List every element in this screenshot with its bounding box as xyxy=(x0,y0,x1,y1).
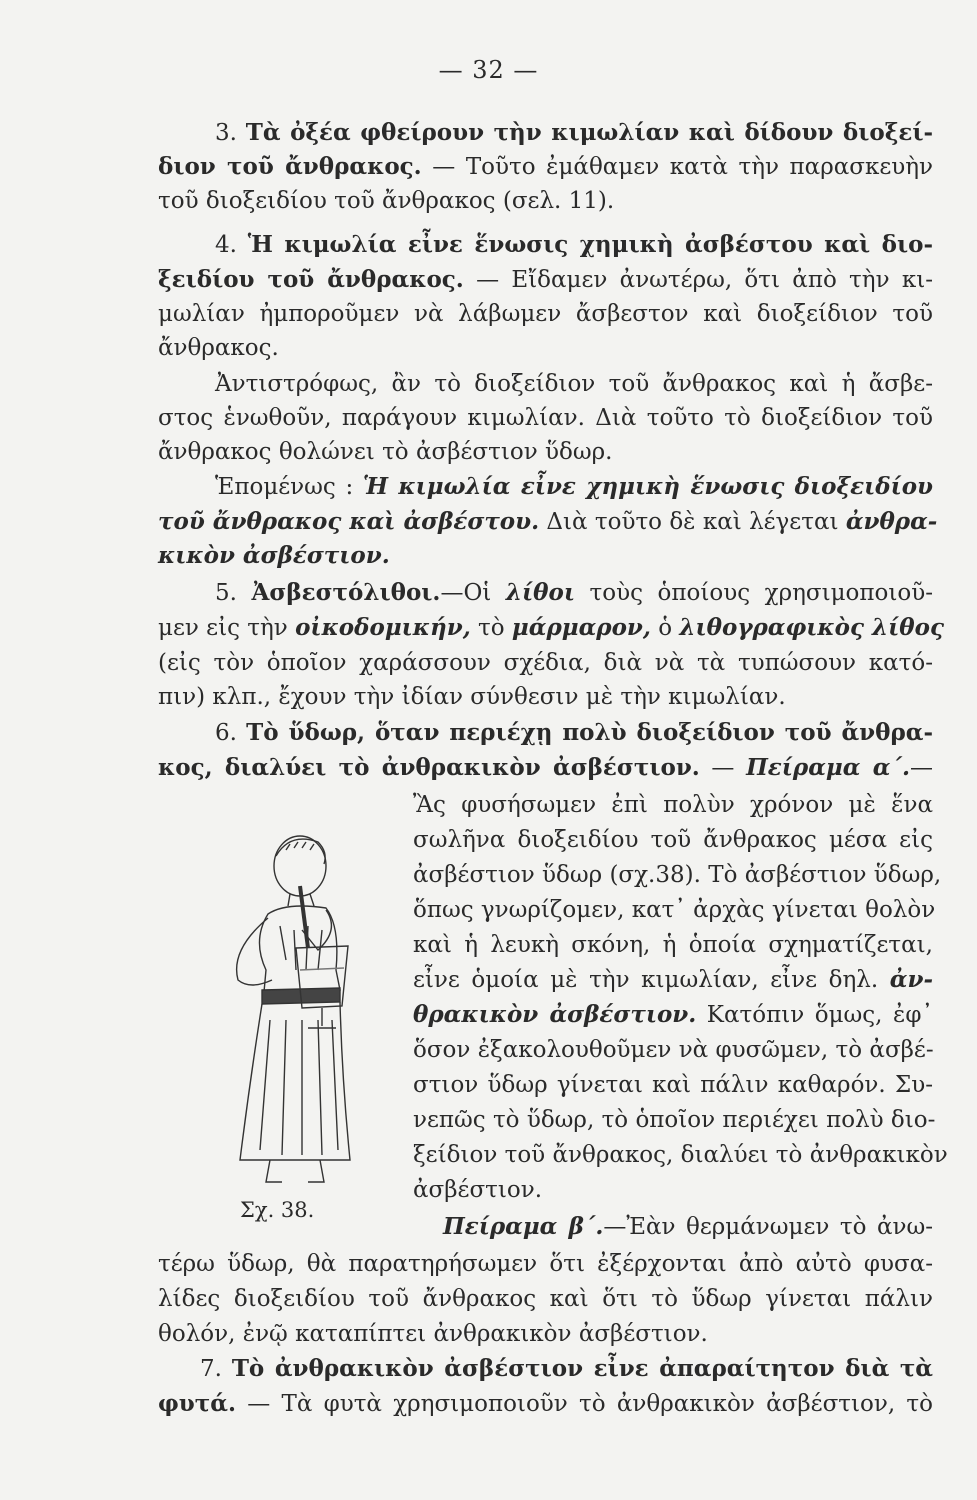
text-line: κικὸν ἀσβέστιον. xyxy=(158,542,390,569)
text-line: Ἂς φυσήσωμεν ἐπὶ πολὺν χρόνον μὲ ἕνα xyxy=(413,792,933,818)
text-line: 5. Ἀσβεστόλιθοι.—Οἱ λίθοι τοὺς ὁποίους χρησιμοποιοῦ- xyxy=(215,579,933,606)
text-line: ξείδιον τοῦ ἄνθρακος, διαλύει τὸ ἀνθρακικὸν xyxy=(413,1142,948,1168)
figure-boy-blowing-tube xyxy=(190,830,400,1190)
text-line: καὶ ἡ λευκὴ σκόνη, ἡ ὁποία σχηματίζεται, xyxy=(413,932,933,958)
text-line: στιον ὕδωρ γίνεται καὶ πάλιν καθαρόν. Συ- xyxy=(413,1072,933,1098)
text-line: (εἰς τὸν ὁποῖον χαράσσουν σχέδια, διὰ νὰ τὰ τυπώσουν κατό- xyxy=(158,650,933,676)
text-line: διον τοῦ ἄνθρακος. — Τοῦτο ἐμάθαμεν κατὰ τὴν παρασκευὴν xyxy=(158,153,933,180)
text-line: κος, διαλύει τὸ ἀνθρακικὸν ἀσβέστιον. — Πείραμα α΄.— xyxy=(158,754,933,781)
text-line: φυτά. — Τὰ φυτὰ χρησιμοποιοῦν τὸ ἀνθρακικὸν ἀσβέστιον, τὸ xyxy=(158,1390,933,1417)
text-line: εἶνε ὁμοία μὲ τὴν κιμωλίαν, εἶνε δηλ. ἀν- xyxy=(413,966,933,993)
text-line: Ἀντιστρόφως, ἂν τὸ διοξείδιον τοῦ ἄνθρακος καὶ ἡ ἄσβε- xyxy=(215,371,933,397)
text-line: στος ἑνωθοῦν, παράγουν κιμωλίαν. Διὰ τοῦτο τὸ διοξείδιον τοῦ xyxy=(158,405,933,431)
text-line: 3. Τὰ ὀξέα φθείρουν τὴν κιμωλίαν καὶ δίδουν διοξεί- xyxy=(215,119,933,146)
text-line: ἄνθρακος θολώνει τὸ ἀσβέστιον ὕδωρ. xyxy=(158,439,613,465)
text-line: ξειδίου τοῦ ἄνθρακος. — Εἴδαμεν ἀνωτέρω, ὅτι ἀπὸ τὴν κι- xyxy=(158,266,933,293)
text-line: ὅσον ἐξακολουθοῦμεν νὰ φυσῶμεν, τὸ ἀσβέ- xyxy=(413,1037,934,1063)
text-line: μωλίαν ἠμποροῦμεν νὰ λάβωμεν ἄσβεστον καὶ διοξείδιον τοῦ xyxy=(158,301,933,327)
page-number: — 32 — xyxy=(438,56,539,84)
text-line: ἀσβέστιον. xyxy=(413,1177,543,1203)
text-line: θρακικὸν ἀσβέστιον. Κατόπιν ὅμως, ἐφ᾿ xyxy=(413,1001,933,1028)
text-line: ἄνθρακος. xyxy=(158,335,279,361)
text-line: τοῦ ἄνθρακος καὶ ἀσβέστου. Διὰ τοῦτο δὲ καὶ λέγεται ἀνθρα- xyxy=(158,508,938,535)
boy-illustration xyxy=(190,830,400,1190)
text-line: 4. Ἡ κιμωλία εἶνε ἕνωσις χημικὴ ἀσβέστου καὶ διο- xyxy=(215,231,933,258)
text-line: 6. Τὸ ὕδωρ, ὅταν περιέχῃ πολὺ διοξείδιον τοῦ ἄνθρα- xyxy=(215,719,933,746)
text-line: λίδες διοξειδίου τοῦ ἄνθρακος καὶ ὅτι τὸ ὕδωρ γίνεται πάλιν xyxy=(158,1286,933,1312)
text-line: θολόν, ἐνῷ καταπίπτει ἀνθρακικὸν ἀσβέστιον. xyxy=(158,1321,708,1347)
text-line: Ἑπομένως : Ἡ κιμωλία εἶνε χημικὴ ἕνωσις διοξειδίου xyxy=(215,473,933,500)
text-line: νεπῶς τὸ ὕδωρ, τὸ ὁποῖον περιέχει πολὺ διο- xyxy=(413,1107,936,1133)
text-line: Πείραμα β΄.—Ἐὰν θερμάνωμεν τὸ ἀνω- xyxy=(443,1213,933,1240)
text-line: ὅπως γνωρίζομεν, κατ᾿ ἀρχὰς γίνεται θολὸν xyxy=(413,897,936,923)
text-line: μεν εἰς τὴν οἰκοδομικήν, τὸ μάρμαρον, ὁ λιθογραφικὸς λίθος xyxy=(158,614,944,641)
text-line: τέρω ὕδωρ, θὰ παρατηρήσωμεν ὅτι ἐξέρχονται ἀπὸ αὐτὸ φυσα- xyxy=(158,1251,933,1277)
text-line: πιν) κλπ., ἔχουν τὴν ἰδίαν σύνθεσιν μὲ τὴν κιμωλίαν. xyxy=(158,684,786,710)
figure-caption: Σχ. 38. xyxy=(240,1198,315,1222)
text-line: τοῦ διοξειδίου τοῦ ἄνθρακος (σελ. 11). xyxy=(158,188,615,214)
text-line: 7. Τὸ ἀνθρακικὸν ἀσβέστιον εἶνε ἀπαραίτητον διὰ τὰ xyxy=(200,1355,933,1382)
text-line: ἀσβέστιον ὕδωρ (σχ.38). Τὸ ἀσβέστιον ὕδωρ, xyxy=(413,862,942,888)
text-line: σωλῆνα διοξειδίου τοῦ ἄνθρακος μέσα εἰς xyxy=(413,827,933,853)
